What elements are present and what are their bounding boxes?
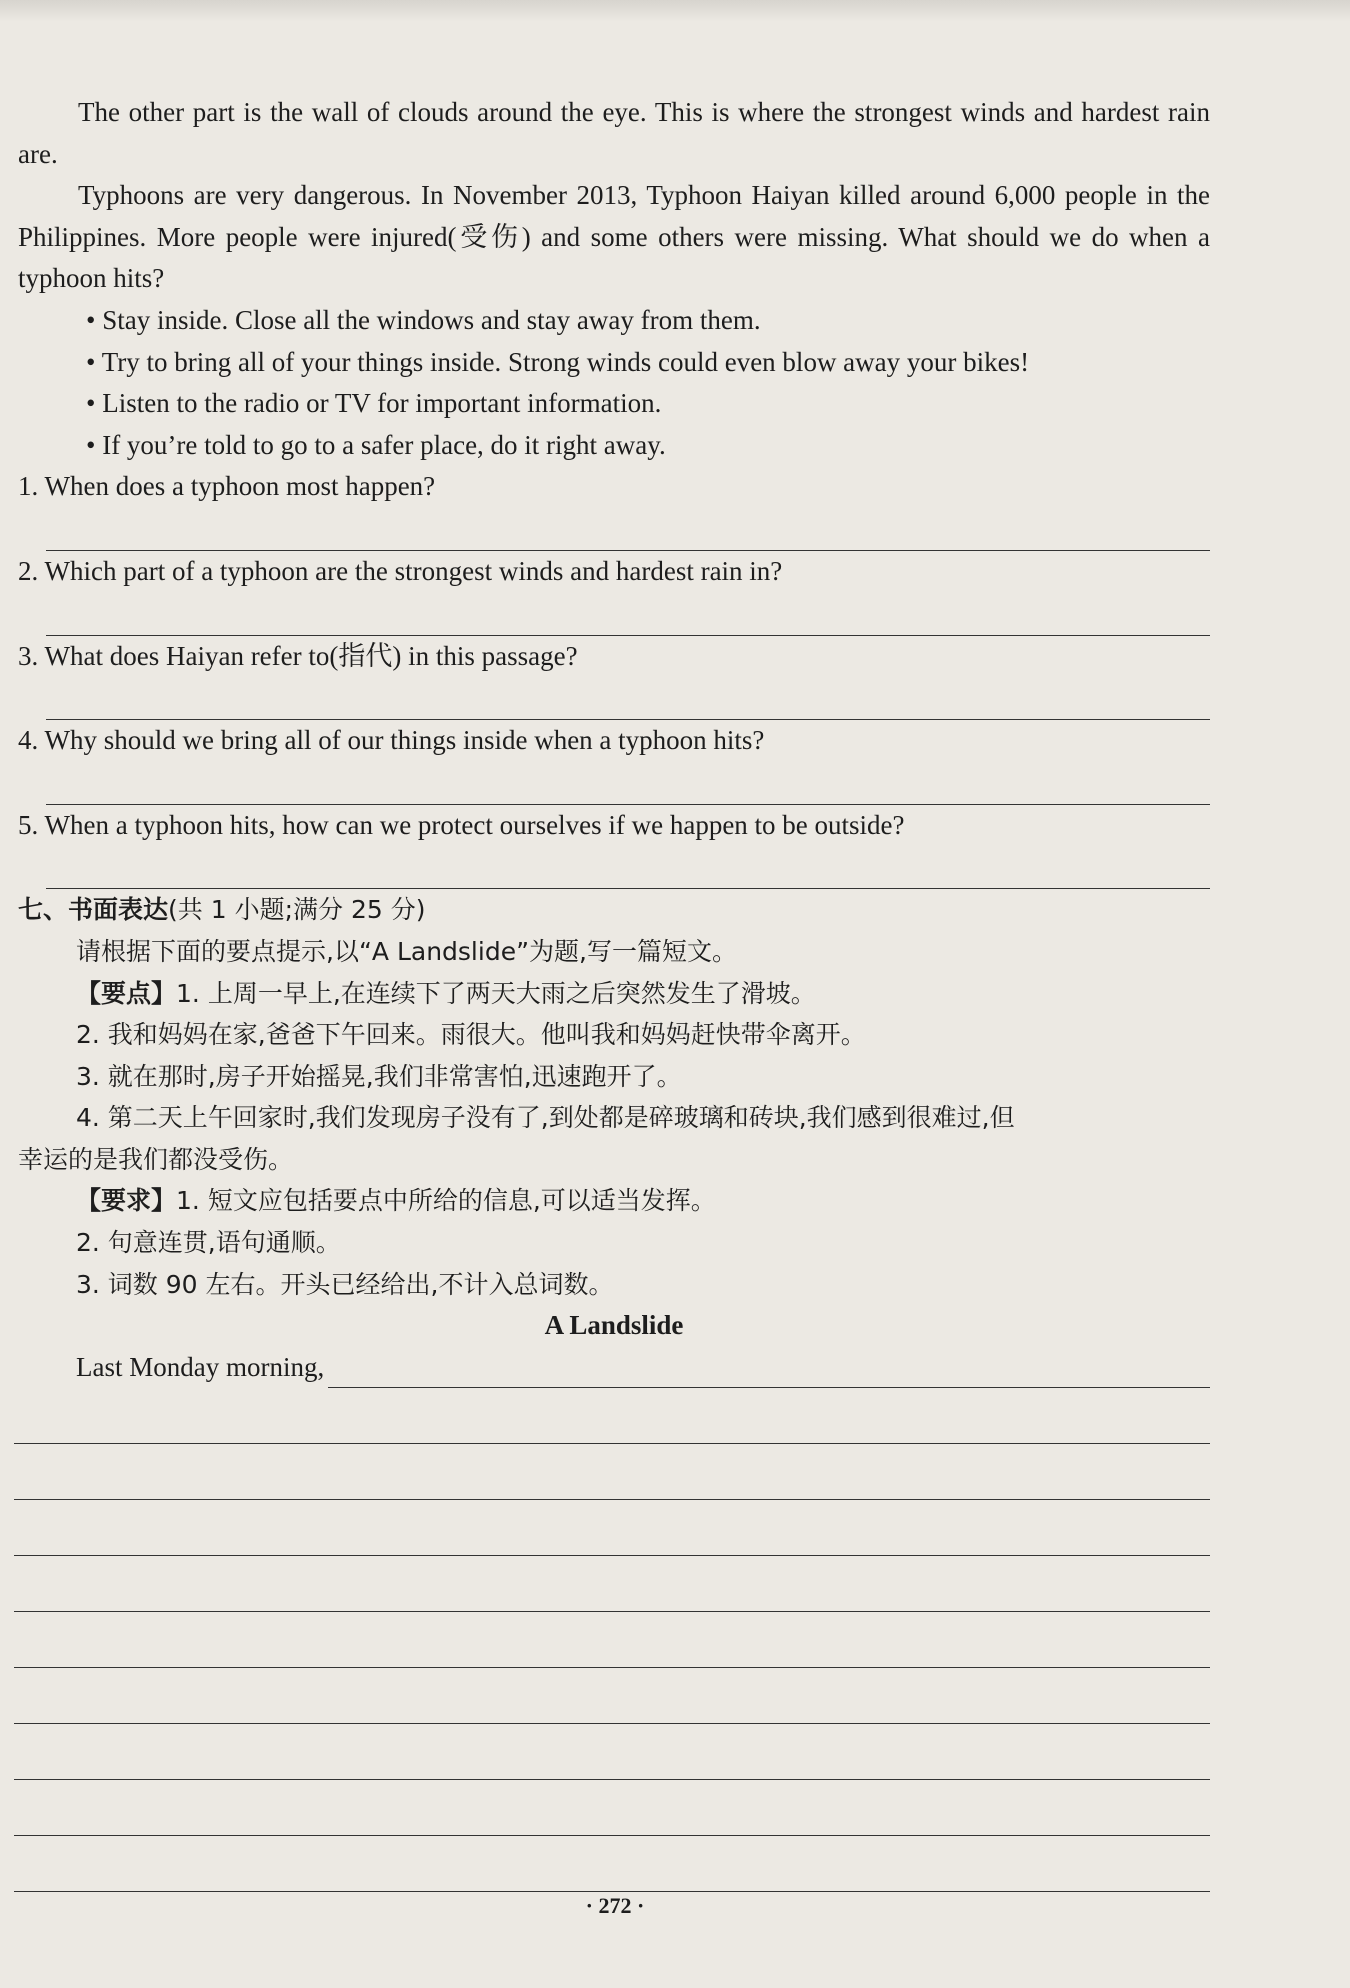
point-item: 2. 我和妈妈在家,爸爸下午回来。雨很大。他叫我和妈妈赶快带伞离开。 xyxy=(76,1020,866,1050)
question-5: 5. When a typhoon hits, how can we protect ourselves if we happen to be outside? xyxy=(18,809,905,840)
writing-line[interactable] xyxy=(14,1556,1210,1612)
tip-item: • Stay inside. Close all the windows and stay away from them. xyxy=(86,304,761,335)
writing-line[interactable] xyxy=(14,1500,1210,1556)
content-area xyxy=(18,92,1210,1892)
writing-line[interactable] xyxy=(14,1668,1210,1724)
section-score: (共 1 小题;满分 25 分) xyxy=(168,895,426,925)
answer-line-4[interactable] xyxy=(46,762,1210,805)
section-title: 七、书面表达 xyxy=(18,895,169,925)
question-1: 1. When does a typhoon most happen? xyxy=(18,471,436,502)
writing-line[interactable] xyxy=(14,1444,1210,1500)
writing-instruction: 请根据下面的要点提示,以“A Landslide”为题,写一篇短文。 xyxy=(76,936,737,966)
passage-paragraph-1: The other part is the wall of clouds around the eye. This is where the strongest winds and hardest rain are. xyxy=(18,97,1210,169)
answer-line-1[interactable] xyxy=(46,508,1210,551)
writing-line[interactable] xyxy=(14,1612,1210,1668)
answer-line-2[interactable] xyxy=(46,593,1210,636)
writing-line[interactable] xyxy=(14,1724,1210,1780)
question-2: 2. Which part of a typhoon are the strongest winds and hardest rain in? xyxy=(18,555,783,586)
tip-item: • Try to bring all of your things inside. Strong winds could even blow away your bikes! xyxy=(86,346,1030,377)
opening-text: Last Monday morning, xyxy=(76,1351,325,1382)
point-item: 4. 第二天上午回家时,我们发现房子没有了,到处都是碎玻璃和砖块,我们感到很难过,但 xyxy=(76,1103,1015,1133)
requirement-item: 2. 句意连贯,语句通顺。 xyxy=(76,1228,341,1258)
point-item-continuation: 幸运的是我们都没受伤。 xyxy=(18,1144,294,1174)
essay-title: A Landslide xyxy=(544,1310,684,1341)
writing-section-heading xyxy=(18,889,1210,931)
tip-item: • If you’re told to go to a safer place, do it right away. xyxy=(86,429,666,460)
scan-edge xyxy=(0,0,1350,22)
essay-opening xyxy=(18,1347,1210,1389)
page-number: · 272 · xyxy=(585,1893,645,1918)
writing-line[interactable] xyxy=(14,1836,1210,1892)
point-item: 1. 上周一早上,在连续下了两天大雨之后突然发生了滑坡。 xyxy=(176,978,816,1008)
requirement-item: 1. 短文应包括要点中所给的信息,可以适当发挥。 xyxy=(176,1186,716,1216)
points-tag: 【要点】 xyxy=(76,978,177,1008)
points-first xyxy=(18,973,1210,1015)
passage-paragraph-2: Typhoons are very dangerous. In November 2013, Typhoon Haiyan killed around 6,000 people in the Philippines. More people were injured(受伤) and some others were missing. What should we do when a typhoon hits? xyxy=(18,180,1210,294)
answer-line-3[interactable] xyxy=(46,677,1210,720)
opening-answer-line[interactable] xyxy=(328,1357,1210,1388)
writing-line[interactable] xyxy=(14,1388,1210,1444)
question-3: 3. What does Haiyan refer to(指代) in this passage? xyxy=(18,640,578,671)
writing-line[interactable] xyxy=(14,1780,1210,1836)
tip-item: • Listen to the radio or TV for important information. xyxy=(86,388,662,419)
requirement-item: 3. 词数 90 左右。开头已经给出,不计入总词数。 xyxy=(76,1269,614,1299)
requirements-first xyxy=(18,1180,1210,1222)
question-4: 4. Why should we bring all of our things inside when a typhoon hits? xyxy=(18,725,765,756)
point-item: 3. 就在那时,房子开始摇晃,我们非常害怕,迅速跑开了。 xyxy=(76,1061,682,1091)
requirements-tag: 【要求】 xyxy=(76,1186,177,1216)
answer-line-5[interactable] xyxy=(46,846,1210,889)
